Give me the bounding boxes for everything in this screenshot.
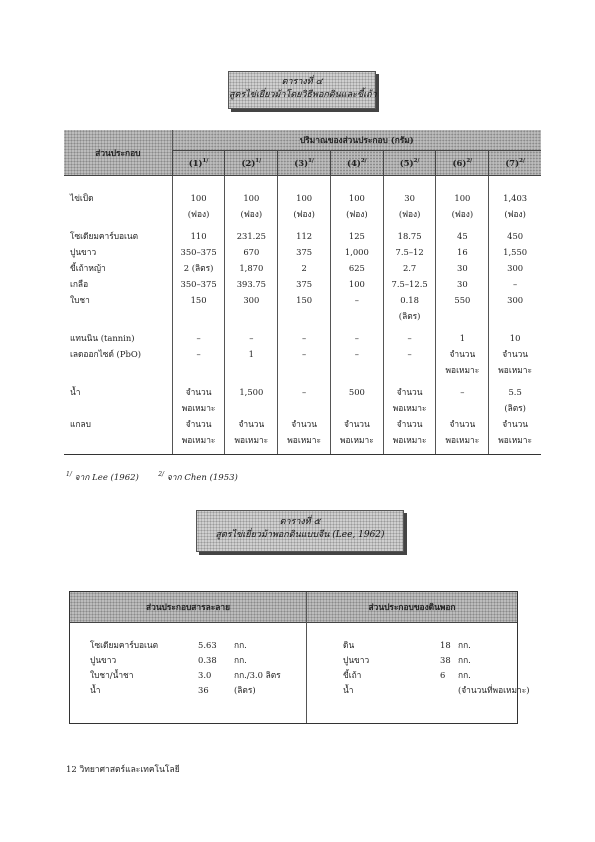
amount-cell: พอเหมาะ xyxy=(383,400,436,416)
ingredient-unit: กก. xyxy=(234,640,247,650)
amount-cell: 125 xyxy=(330,222,383,244)
ingredient-amount: 3.0 xyxy=(198,670,212,680)
amount-cell: 7.5–12.5 xyxy=(383,276,436,292)
amount-cell xyxy=(225,362,278,378)
column-header xyxy=(383,151,436,176)
ingredient-label: ใบชา xyxy=(70,295,90,305)
amount-cell: – xyxy=(172,324,225,346)
table2-number: ตารางที่ ๕ xyxy=(279,517,321,527)
amount-cell: 300 xyxy=(489,292,541,308)
ingredient-unit: กก. xyxy=(234,655,247,665)
footnote-mark-2: 2/ xyxy=(158,471,165,479)
amount-cell xyxy=(278,400,331,416)
column-header xyxy=(278,151,331,176)
amount-cell: (ฟอง) xyxy=(278,206,331,222)
ingredient-unit: (ลิตร) xyxy=(234,685,256,695)
amount-cell: 100 xyxy=(436,176,489,207)
amount-cell: 2.7 xyxy=(383,260,436,276)
amount-cell xyxy=(172,308,225,324)
amount-cell: 16 xyxy=(436,244,489,260)
ingredient-label: เกลือ xyxy=(70,279,89,289)
amount-cell: 2 xyxy=(278,260,331,276)
table1-footnote xyxy=(66,470,238,484)
table-row xyxy=(64,222,541,244)
amount-cell: 300 xyxy=(489,260,541,276)
amount-cell: – xyxy=(489,276,541,292)
table-row xyxy=(64,324,541,346)
amount-cell: 150 xyxy=(278,292,331,308)
amount-cell: พอเหมาะ xyxy=(383,432,436,455)
amount-cell xyxy=(489,308,541,324)
amount-cell: 1,550 xyxy=(489,244,541,260)
amount-cell: จำนวน xyxy=(489,416,541,432)
amount-cell: 1 xyxy=(225,346,278,362)
ingredient-name: ขี้เถ้า xyxy=(343,670,362,680)
chinese-formula-table xyxy=(69,591,530,724)
amount-cell: 450 xyxy=(489,222,541,244)
amount-cell: 1,403 xyxy=(489,176,541,207)
amount-cell: 30 xyxy=(383,176,436,207)
amount-cell: 1 xyxy=(436,324,489,346)
amount-cell: – xyxy=(225,324,278,346)
footnote-source-2: จาก Chen (1953) xyxy=(166,473,238,483)
amount-cell: จำนวน xyxy=(278,416,331,432)
amount-cell: 5.5 xyxy=(489,378,541,400)
amount-cell: – xyxy=(383,346,436,362)
table2-title: สูตรไข่เยี่ยวม้าพอกดินแบบจีน (Lee, 1962) xyxy=(215,530,385,540)
table1-banner xyxy=(228,71,376,109)
amount-cell: 10 xyxy=(489,324,541,346)
amount-cell: จำนวน xyxy=(172,378,225,400)
column-number: (2) xyxy=(241,158,256,168)
column-source-mark: 2/ xyxy=(360,158,367,165)
amount-cell: – xyxy=(172,346,225,362)
amount-cell: พอเหมาะ xyxy=(172,432,225,455)
amount-cell: – xyxy=(330,346,383,362)
column-source-mark: 1/ xyxy=(255,158,262,165)
amount-cell: (ลิตร) xyxy=(489,400,541,416)
amount-cell: – xyxy=(383,324,436,346)
column-number: (3) xyxy=(294,158,309,168)
column-header xyxy=(436,151,489,176)
amount-cell: – xyxy=(330,292,383,308)
ingredient-label: ขี้เถ้าหญ้า xyxy=(70,263,106,273)
amount-cell: 18.75 xyxy=(383,222,436,244)
column-source-mark: 1/ xyxy=(202,158,209,165)
column-divider xyxy=(306,592,307,723)
ingredient-label: ไข่เป็ด xyxy=(70,193,94,203)
amount-cell xyxy=(225,400,278,416)
table1-title: สูตรไข่เยี่ยวม้าโดยวิธีพอกดินและขี้เถ้า xyxy=(229,90,377,100)
ingredient-name: น้ำ xyxy=(343,685,354,695)
ingredient-name: ใบชา/น้ำชา xyxy=(90,670,134,680)
ingredient-name: โซเดียมคาร์บอเนต xyxy=(90,640,159,650)
ingredient-name: ดิน xyxy=(343,640,355,650)
ingredient-label: เลดออกไซด์ (PbO) xyxy=(70,349,141,359)
ingredient-label xyxy=(64,206,172,222)
amount-cell xyxy=(278,308,331,324)
table-row xyxy=(64,206,541,222)
amount-cell xyxy=(330,362,383,378)
footnote-mark-1: 1/ xyxy=(66,471,72,479)
ingredient-amount: 5.63 xyxy=(198,640,217,650)
amount-cell: (ฟอง) xyxy=(330,206,383,222)
ingredient-unit: กก./3.0 ลิตร xyxy=(234,670,281,680)
amount-cell: จำนวน xyxy=(383,378,436,400)
ingredient-label xyxy=(64,432,172,455)
amount-cell: จำนวน xyxy=(172,416,225,432)
ingredient-label: แกลบ xyxy=(70,419,91,429)
amount-cell xyxy=(436,400,489,416)
amount-cell: พอเหมาะ xyxy=(330,432,383,455)
amount-cell: 1,000 xyxy=(330,244,383,260)
ingredient-name: ปูนขาว xyxy=(343,655,370,665)
page-footer xyxy=(66,762,180,776)
amount-cell: 375 xyxy=(278,276,331,292)
ingredient-amount: 38 xyxy=(440,655,451,665)
clay-header: ส่วนประกอบของดินพอก xyxy=(307,592,517,623)
amount-cell: (ลิตร) xyxy=(383,308,436,324)
amount-cell xyxy=(383,362,436,378)
table2-banner xyxy=(196,510,404,552)
amount-cell: พอเหมาะ xyxy=(436,362,489,378)
ingredient-label: ปูนขาว xyxy=(70,247,97,257)
table1-number: ตารางที่ ๔ xyxy=(281,77,323,87)
table-row xyxy=(64,292,541,308)
ingredient-label: โซเดียมคาร์บอเนต xyxy=(70,231,139,241)
ingredient-label: น้ำ xyxy=(70,387,81,397)
amount-cell: 7.5–12 xyxy=(383,244,436,260)
ingredient-amount: 36 xyxy=(198,685,209,695)
amount-cell xyxy=(225,308,278,324)
amount-cell: 100 xyxy=(330,276,383,292)
ingredient-label xyxy=(64,400,172,416)
amount-cell: 670 xyxy=(225,244,278,260)
table-row xyxy=(64,378,541,400)
amount-cell: 350–375 xyxy=(172,276,225,292)
amount-header: ปริมาณของส่วนประกอบ (กรัม) xyxy=(172,130,541,151)
amount-cell: 300 xyxy=(225,292,278,308)
column-header xyxy=(172,151,225,176)
amount-cell: 0.18 xyxy=(383,292,436,308)
table-row xyxy=(64,308,541,324)
ingredient-unit: กก. xyxy=(458,640,471,650)
amount-cell xyxy=(330,308,383,324)
ingredient-name: ปูนขาว xyxy=(90,655,117,665)
solution-header: ส่วนประกอบสารละลาย xyxy=(70,592,306,623)
ingredient-header: ส่วนประกอบ xyxy=(64,130,172,176)
footnote-source-1: จาก Lee (1962) xyxy=(74,473,139,483)
amount-cell: 375 xyxy=(278,244,331,260)
amount-cell: 100 xyxy=(172,176,225,207)
table-row xyxy=(64,176,541,207)
column-number: (5) xyxy=(399,158,414,168)
table-row xyxy=(64,400,541,416)
amount-cell: 1,500 xyxy=(225,378,278,400)
amount-cell: พอเหมาะ xyxy=(489,362,541,378)
amount-cell: (ฟอง) xyxy=(225,206,278,222)
amount-cell: 393.75 xyxy=(225,276,278,292)
amount-cell: – xyxy=(278,378,331,400)
column-header xyxy=(330,151,383,176)
formula-table xyxy=(64,130,541,455)
column-header xyxy=(489,151,541,176)
amount-cell: จำนวน xyxy=(383,416,436,432)
amount-cell: 110 xyxy=(172,222,225,244)
amount-cell: พอเหมาะ xyxy=(489,432,541,455)
ingredient-label: แทนนิน (tannin) xyxy=(70,333,135,343)
table-row xyxy=(64,244,541,260)
amount-cell: 1,870 xyxy=(225,260,278,276)
column-number: (6) xyxy=(452,158,467,168)
amount-cell: 550 xyxy=(436,292,489,308)
column-header xyxy=(225,151,278,176)
amount-cell: จำนวน xyxy=(436,416,489,432)
amount-cell: จำนวน xyxy=(330,416,383,432)
table-row xyxy=(64,416,541,432)
amount-cell: 2 (ลิตร) xyxy=(172,260,225,276)
column-number: (7) xyxy=(505,158,520,168)
amount-cell: 45 xyxy=(436,222,489,244)
ingredient-label xyxy=(64,362,172,378)
amount-cell: (ฟอง) xyxy=(489,206,541,222)
column-source-mark: 2/ xyxy=(519,158,525,165)
amount-cell xyxy=(436,308,489,324)
amount-cell: 30 xyxy=(436,276,489,292)
amount-cell: 350–375 xyxy=(172,244,225,260)
amount-cell: 100 xyxy=(225,176,278,207)
amount-cell: – xyxy=(330,324,383,346)
table-row xyxy=(64,260,541,276)
amount-cell: พอเหมาะ xyxy=(225,432,278,455)
amount-cell: 625 xyxy=(330,260,383,276)
amount-cell: 112 xyxy=(278,222,331,244)
amount-cell: 231.25 xyxy=(225,222,278,244)
journal-name: วิทยาศาสตร์และเทคโนโลยี xyxy=(79,765,180,775)
amount-cell: 100 xyxy=(278,176,331,207)
ingredient-unit: กก. xyxy=(458,670,471,680)
amount-cell: จำนวน xyxy=(436,346,489,362)
amount-cell: – xyxy=(278,324,331,346)
amount-cell: จำนวน xyxy=(489,346,541,362)
table-row xyxy=(64,362,541,378)
ingredient-name: น้ำ xyxy=(90,685,101,695)
column-source-mark: 1/ xyxy=(308,158,314,165)
ingredient-unit: (จำนวนที่พอเหมาะ) xyxy=(458,685,530,695)
column-number: (4) xyxy=(347,158,361,168)
amount-cell: พอเหมาะ xyxy=(278,432,331,455)
amount-cell: พอเหมาะ xyxy=(436,432,489,455)
amount-cell xyxy=(278,362,331,378)
amount-cell xyxy=(330,400,383,416)
page-number: 12 xyxy=(66,765,77,775)
amount-cell: จำนวน xyxy=(225,416,278,432)
amount-cell: (ฟอง) xyxy=(436,206,489,222)
amount-cell: (ฟอง) xyxy=(383,206,436,222)
ingredient-amount: 0.38 xyxy=(198,655,217,665)
amount-cell xyxy=(172,362,225,378)
amount-cell: – xyxy=(436,378,489,400)
column-source-mark: 2/ xyxy=(466,158,473,165)
ingredient-unit: กก. xyxy=(458,655,471,665)
column-source-mark: 2/ xyxy=(413,158,420,165)
amount-cell: พอเหมาะ xyxy=(172,400,225,416)
amount-cell: – xyxy=(278,346,331,362)
table-row xyxy=(64,432,541,455)
column-number: (1) xyxy=(188,158,203,168)
ingredient-amount: 6 xyxy=(440,670,446,680)
ingredient-amount: 18 xyxy=(440,640,451,650)
table-row xyxy=(64,276,541,292)
table-row xyxy=(64,346,541,362)
ingredient-label xyxy=(64,308,172,324)
amount-cell: 100 xyxy=(330,176,383,207)
amount-cell: 500 xyxy=(330,378,383,400)
amount-cell: 150 xyxy=(172,292,225,308)
amount-cell: (ฟอง) xyxy=(172,206,225,222)
amount-cell: 30 xyxy=(436,260,489,276)
